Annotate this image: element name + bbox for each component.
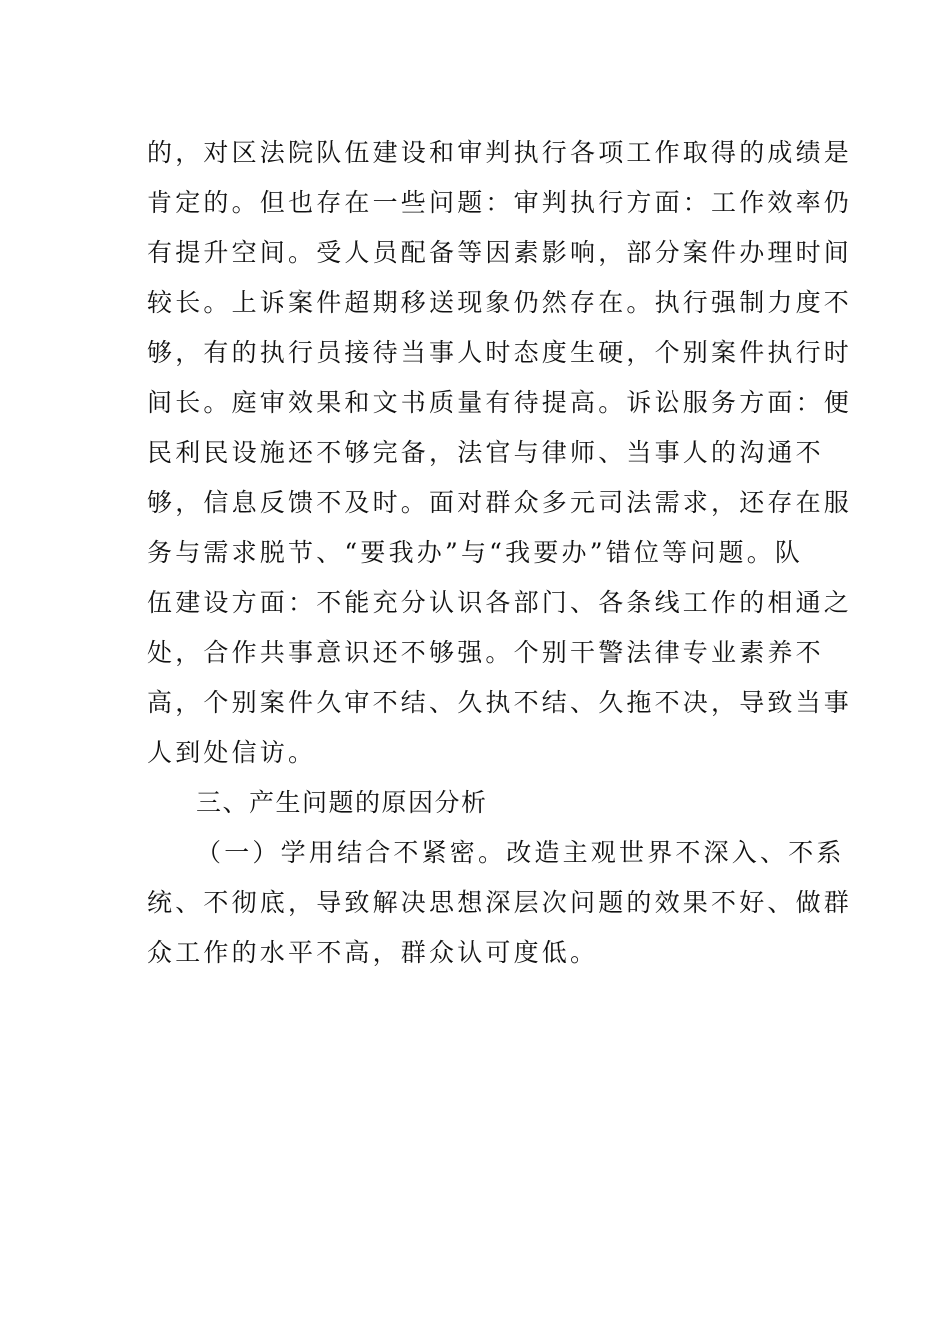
text-line: 较长。上诉案件超期移送现象仍然存在。执行强制力度不: [147, 288, 853, 317]
paragraph-cause-analysis: [147, 828, 853, 978]
document-body: [147, 128, 853, 978]
text-line: （一）学用结合不紧密。改造主观世界不深入、不系: [196, 838, 845, 867]
text-line: 众工作的水平不高，群众认可度低。: [147, 938, 599, 967]
text-line: 够，有的执行员接待当事人时态度生硬，个别案件执行时: [147, 338, 853, 367]
text-line: 处，合作共事意识还不够强。个别干警法律专业素养不: [147, 638, 824, 667]
text-line: 的，对区法院队伍建设和审判执行各项工作取得的成绩是: [147, 138, 853, 167]
text-line: 间长。庭审效果和文书质量有待提高。诉讼服务方面：便: [147, 388, 853, 417]
section-heading: 三、产生问题的原因分析: [196, 788, 488, 817]
paragraph-problems: [147, 128, 853, 778]
text-line: 高，个别案件久审不结、久执不结、久拖不决，导致当事: [147, 688, 853, 717]
text-line: 肯定的。但也存在一些问题：审判执行方面：工作效率仍: [147, 188, 853, 217]
text-line: 统、不彻底，导致解决思想深层次问题的效果不好、做群: [147, 888, 853, 917]
text-line: 有提升空间。受人员配备等因素影响，部分案件办理时间: [147, 238, 853, 267]
text-line: 民利民设施还不够完备，法官与律师、当事人的沟通不: [147, 438, 824, 467]
text-line: 务与需求脱节、“要我办”与“我要办”错位等问题。队: [147, 538, 804, 567]
text-line: 伍建设方面：不能充分认识各部门、各条线工作的相通之: [147, 588, 853, 617]
text-line: 人到处信访。: [147, 738, 317, 767]
text-line: 够，信息反馈不及时。面对群众多元司法需求，还存在服: [147, 488, 853, 517]
